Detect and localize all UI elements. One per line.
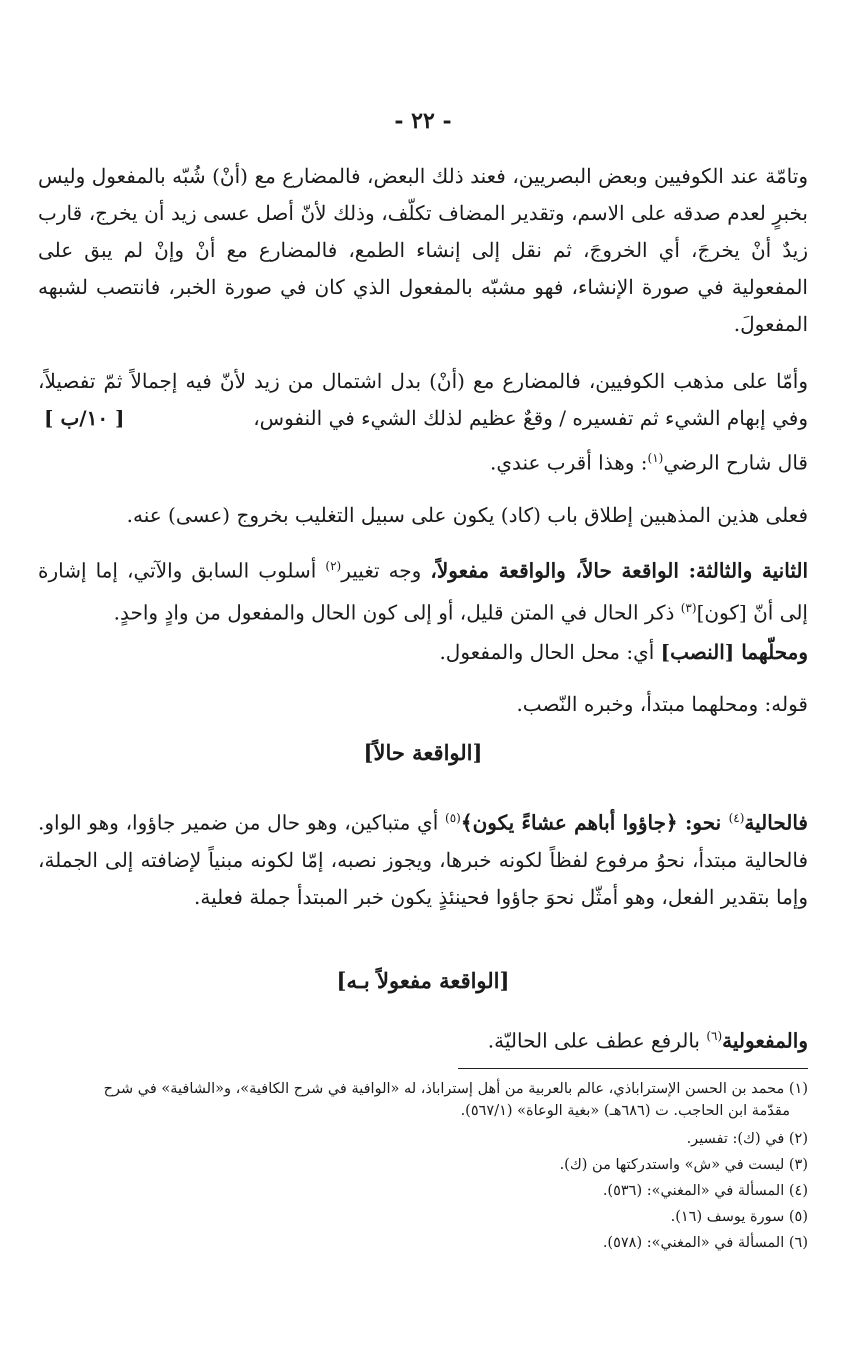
paragraph-7: قوله: ومحلهما مبتدأ، وخبره النّصب. [516,692,808,716]
paragraph-8-rest: أي متباكين، وهو حال من ضمير جاؤوا، وهو الواو. فالحالية مبتدأ، نحوُ مرفوع لفظاً لكونه خبرها، ويجوز نصبه، إمّا لكونه مبنياً لإضافته إلى الجملة، وإما بتقدير الفعل، وهو أمثّل نحوَ جاؤوا فحينئذٍ يكون خبر المبتدأ جملة فعلية. [38,810,808,909]
paragraph-5-bold: الثانية والثالثة: الواقعة حالاً، والواقعة مفعولاً، [430,558,809,583]
paragraph-8-bold: فالحالية [744,810,808,835]
footnote-6: (٦) المسألة في «المغني»: (٥٧٨). [602,1235,808,1251]
folio-marker: [ ١٠/ب ] [44,406,125,430]
paragraph-1: وتامّة عند الكوفيين وبعض البصريين، فعند ذلك البعض، فالمضارع مع (أنْ) شُبّه بالمفعول وليس بخبرٍ لعدم صدقه على الاسم، وتقدير المضاف تكلّف، وذلك لأنّ أصل عسى زيد أن يخرج، قارب زيدٌ أنْ يخرجَ، أي الخروجَ، ثم نقل إلى إنشاء الطمع، فالمضارع مع أنْ وإنْ لم يبق على المفعولية في صورة الإنشاء، فهو مشبّه بالمفعول الذي كان في صورة الخبر، فانتصب لشبهه المفعولَ. [38,164,808,336]
footnote-5: (٥) سورة يوسف (١٦). [670,1209,808,1225]
footnote-ref-5[interactable]: (٥) [445,811,461,825]
footnote-separator [458,1068,808,1069]
paragraph-9 [38,1018,808,1060]
paragraph-3 [38,440,808,482]
footnote-ref-2[interactable]: (٢) [325,559,342,573]
footnote-3: (٣) ليست في «ش» واستدركتها من (ك). [559,1157,808,1173]
paragraph-8 [38,800,808,916]
paragraph-2-text: وأمّا على مذهب الكوفيين، فالمضارع مع (أنْ) بدل اشتمال من زيد لأنّ فيه إجمالاً ثمّ تفصيلاً، وفي إبهام الشيء ثم تفسيره / وقعٌ عظيم لذلك الشيء في النفوس، [38,369,808,430]
paragraph-2 [38,363,808,437]
paragraph-5-a: وجه تغيير [341,558,431,583]
paragraph-5-c: ذكر الحال في المتن قليل، أو إلى كون الحال والمفعول من وادٍ واحدٍ. [113,600,681,625]
section-heading-mafool: [الواقعة مفعولاً بـه] [336,968,510,993]
footnote-ref-4[interactable]: (٤) [728,811,745,825]
paragraph-6-bold: ومحلّهما [النصب] [660,640,808,664]
paragraph-5 [38,548,808,631]
paragraph-9-bold: والمفعولية [722,1028,808,1053]
paragraph-4: فعلى هذين المذهبين إطلاق باب (كاد) يكون على سبيل التغليب بخروج (عسى) عنه. [126,503,808,527]
paragraph-5-b: أسلوب السابق والآتي، إما إشارة إلى أنّ [كون] [38,558,808,625]
footnote-ref-1[interactable]: (١) [647,451,664,465]
footnote-ref-6[interactable]: (٦) [706,1029,723,1043]
paragraph-3-rest: : وهذا أقرب عندي. [489,450,648,475]
document-page [38,0,808,1362]
footnote-1b: مقدّمة ابن الحاجب. ت (٦٨٦هـ) «بغية الوعاة» (٥٦٧/١). [460,1103,790,1119]
paragraph-6-rest: أي: محل الحال والمفعول. [439,640,661,664]
footnote-2: (٢) في (ك): تفسير. [686,1131,808,1147]
page-number: - ٢٢ - [394,108,452,134]
footnote-1a: (١) محمد بن الحسن الإستراباذي، عالم بالعربية من أهل إستراباذ، له «الوافية في شرح الكافية»، و«الشافية» في شرح [103,1081,808,1097]
paragraph-9-rest: بالرفع عطف على الحاليّة. [487,1028,707,1053]
section-heading-hal: [الواقعة حالاً] [363,740,483,765]
footnote-4: (٤) المسألة في «المغني»: (٥٣٦). [602,1183,808,1199]
footnote-ref-3[interactable]: (٣) [680,600,697,615]
quran-quote: نحو: ﴿جاؤوا أباهم عشاءً يكون﴾ [460,810,729,835]
paragraph-6 [38,634,808,671]
paragraph-3-text: قال شارح الرضي [663,450,808,475]
